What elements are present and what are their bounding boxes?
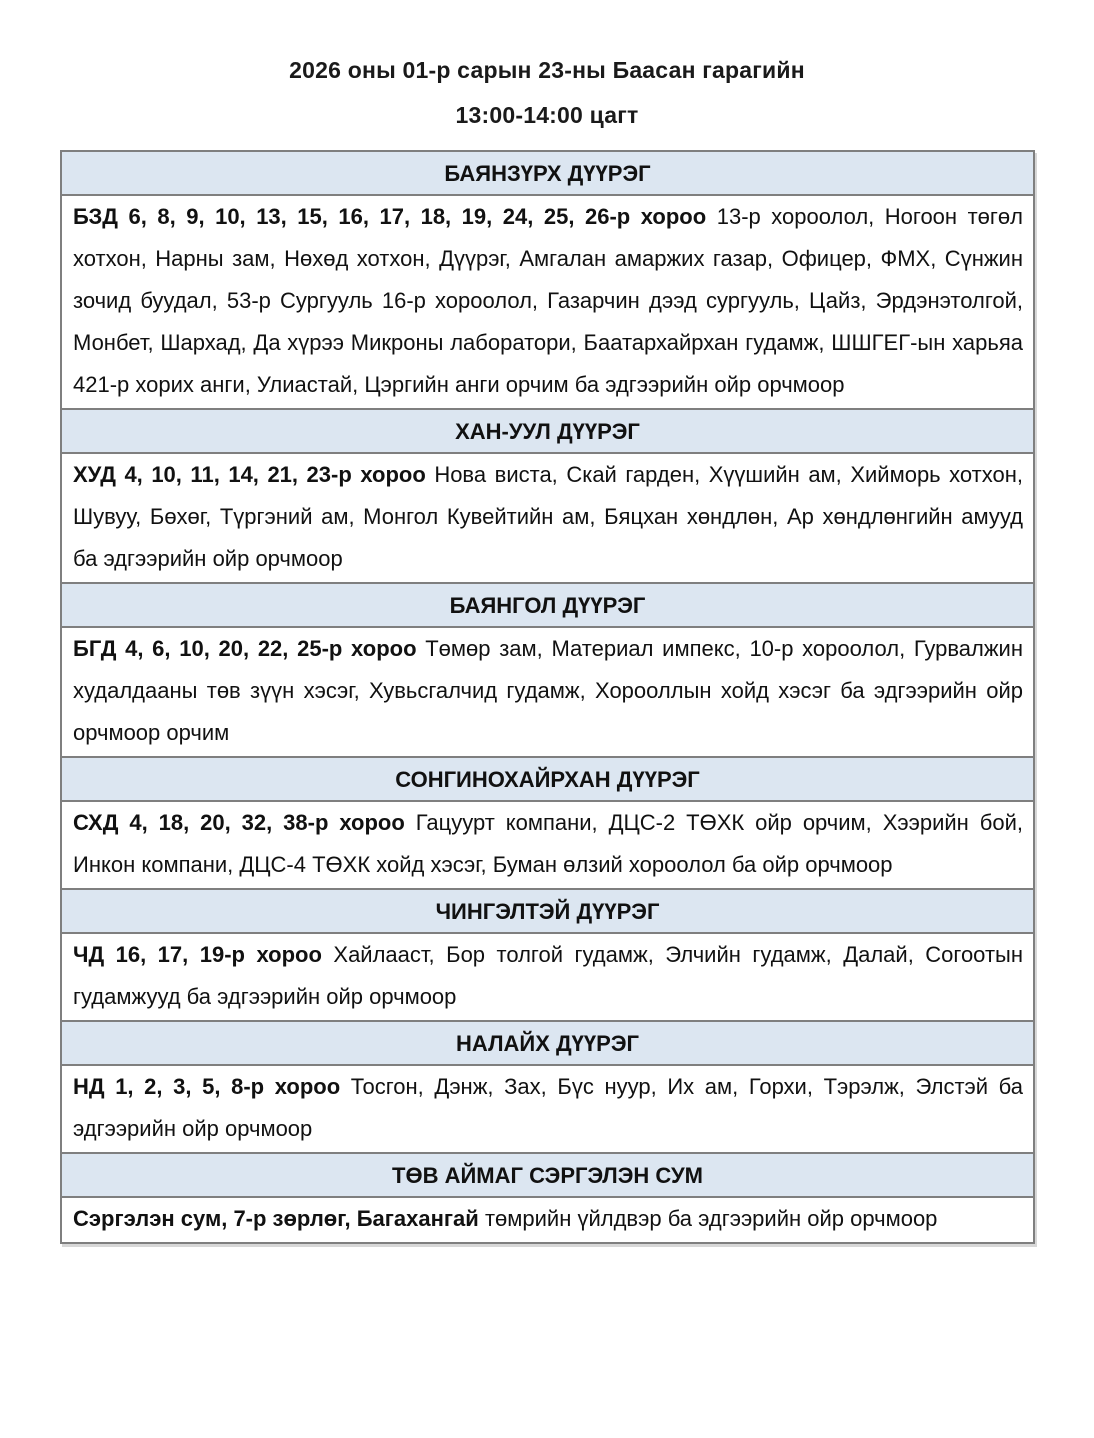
khoroo-list-tuv-aimag-sergelen: Сэргэлэн сум, 7-р зөрлөг, Багахангай [73,1206,479,1231]
khoroo-list-khan-uul: ХУД 4, 10, 11, 14, 21, 23-р хороо [73,462,426,487]
section-body-tuv-aimag-sergelen [62,1198,1033,1242]
section-body-songinokhairkhan [62,802,1033,890]
khoroo-list-bayanzurkh: БЗД 6, 8, 9, 10, 13, 15, 16, 17, 18, 19, 24, 25, 26-р хороо [73,204,707,229]
section-khan-uul [62,410,1033,584]
section-body-khan-uul [62,454,1033,584]
khoroo-list-songinokhairkhan: СХД 4, 18, 20, 32, 38-р хороо [73,810,405,835]
section-bayanzurkh [62,152,1033,410]
section-header-nalaikh: НАЛАЙХ ДҮҮРЭГ [62,1022,1033,1066]
khoroo-list-nalaikh: НД 1, 2, 3, 5, 8-р хороо [73,1074,341,1099]
section-chingeltei [62,890,1033,1022]
area-list-khan-uul: Нова виста, Скай гарден, Хүүшийн ам, Хийморь хотхон, Шувуу, Бөхөг, Түргэний ам, Монгол Кувейтийн ам, Бяцхан хөндлөн, Ар хөндлөнгийн амууд ба эдгээрийн ойр орчмоор [73,462,1024,571]
section-body-nalaikh [62,1066,1033,1154]
outage-schedule-table [60,150,1035,1244]
section-songinokhairkhan [62,758,1033,890]
area-list-nalaikh: Тосгон, Дэнж, Зах, Бүс нуур, Их ам, Горхи, Тэрэлж, Элстэй ба эдгээрийн ойр орчмоор [73,1074,1023,1141]
section-header-songinokhairkhan: СОНГИНОХАЙРХАН ДҮҮРЭГ [62,758,1033,802]
section-header-tuv-aimag-sergelen: ТӨВ АЙМАГ СЭРГЭЛЭН СУМ [62,1154,1033,1198]
area-list-tuv-aimag-sergelen: төмрийн үйлдвэр ба эдгээрийн ойр орчмоор [484,1206,938,1231]
khoroo-list-chingeltei: ЧД 16, 17, 19-р хороо [73,942,322,967]
area-list-songinokhairkhan: Гацуурт компани, ДЦС-2 ТӨХК ойр орчим, Хээрийн бой, Инкон компани, ДЦС-4 ТӨХК хойд хэсэг, Буман өлзий хороолол ба ойр орчмоор [73,810,1023,877]
area-list-bayangol: Төмөр зам, Материал импекс, 10-р хороолол, Гурвалжин худалдааны төв зүүн хэсэг, Хувьсгалчид гудамж, Хорооллын хойд хэсэг ба эдгээрийн ойр орчмоор орчим [73,636,1023,745]
section-header-bayanzurkh: БАЯНЗҮРХ ДҮҮРЭГ [62,152,1033,196]
area-list-bayanzurkh: 13-р хороолол, Ногоон төгөл хотхон, Нарны зам, Нөхөд хотхон, Дүүрэг, Амгалан амаржих газар, Офицер, ФМХ, Сүнжин зочид буудал, 53-р Сургууль 16-р хороолол, Газарчин дээд сургууль, Цайз, Эрдэнэтолгой, Монбет, Шархад, Да хүрээ Микроны лаборатори, Баатархайрхан гудамж, ШШГЕГ-ын харьяа 421-р хорих анги, Улиастай, Цэргийн анги орчим ба эдгээрийн ойр орчмоор [73,204,1023,397]
section-nalaikh [62,1022,1033,1154]
section-header-bayangol: БАЯНГОЛ ДҮҮРЭГ [62,584,1033,628]
section-tuv-aimag-sergelen [62,1154,1033,1242]
document-title-time: 13:00-14:00 цагт [455,102,639,128]
section-header-chingeltei: ЧИНГЭЛТЭЙ ДҮҮРЭГ [62,890,1033,934]
section-body-bayangol [62,628,1033,758]
area-list-chingeltei: Хайлааст, Бор толгой гудамж, Элчийн гудамж, Далай, Согоотын гудамжууд ба эдгээрийн ойр орчмоор [73,942,1023,1009]
khoroo-list-bayangol: БГД 4, 6, 10, 20, 22, 25-р хороо [73,636,417,661]
section-bayangol [62,584,1033,758]
section-body-bayanzurkh [62,196,1033,410]
document-title-date: 2026 оны 01-р сарын 23-ны Баасан гарагийн [289,57,805,83]
section-body-chingeltei [62,934,1033,1022]
section-header-khan-uul: ХАН-УУЛ ДҮҮРЭГ [62,410,1033,454]
